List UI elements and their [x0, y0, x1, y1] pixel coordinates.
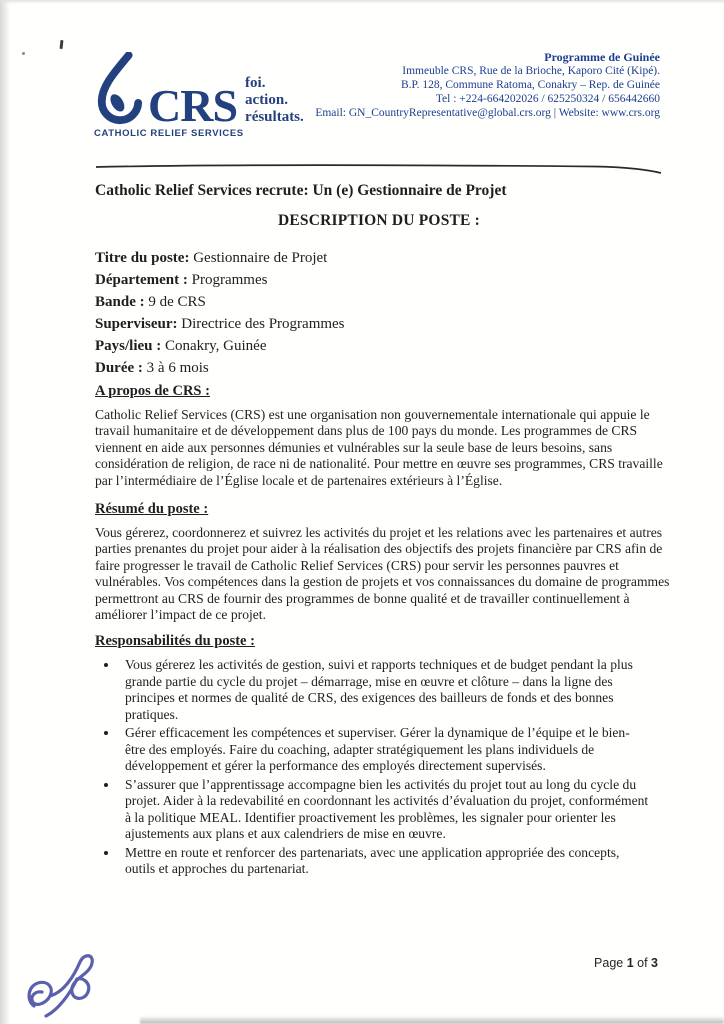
letterhead-contact-block	[300, 50, 660, 120]
detail-value: Gestionnaire de Projet	[189, 250, 328, 266]
tagline-resultats: résultats.	[245, 109, 304, 125]
crs-org-name: CATHOLIC RELIEF SERVICES	[94, 128, 244, 139]
tagline-action: action.	[245, 92, 288, 108]
detail-label: Bande :	[95, 294, 145, 310]
detail-value: Programmes	[187, 272, 268, 288]
email-website-line: Email: GN_CountryRepresentative@global.crs.org | Website: www.crs.org	[315, 107, 660, 119]
crs-flame-icon	[94, 52, 146, 126]
about-heading	[95, 383, 670, 400]
detail-row-superviseur	[95, 313, 663, 335]
summary-heading	[95, 501, 670, 518]
detail-row-titre	[95, 247, 663, 269]
about-paragraph: Catholic Relief Services (CRS) est une organisation non gouvernementale internationale qui appuie le travail humanitaire et de développement dans plus de 100 pays du monde. Les programmes de CRS viennent en aide aux personnes démunies et vulnérables sur la seule base de leurs besoins, sans considération de religion, de race ni de nationalité. Pour mettre en œuvre ses programmes, CRS travaille par l’intermédiaire de l’Église locale et de partenaires extérieurs à l’Église.	[95, 407, 663, 488]
responsibility-item: • Gérer efficacement les compétences et superviser. Gérer la dynamique de l’équipe et le bien-être des employés. Faire du coaching, adapter stratégiquement les plans individuels de développement et gérer la performance des employés directement supervisés.	[119, 725, 650, 775]
job-details-block	[95, 247, 663, 379]
crs-logo	[94, 52, 324, 139]
summary-heading-text: Résumé du poste :	[95, 501, 209, 518]
detail-value: Conakry, Guinée	[161, 338, 267, 354]
detail-label: Pays/lieu :	[95, 338, 162, 354]
address-line-1: Immeuble CRS, Rue de la Brioche, Kaporo Cité (Kipé).	[402, 65, 660, 77]
responsibilities-heading-text: Responsabilités du poste :	[95, 633, 255, 650]
vacancy-title: Catholic Relief Services recrute: Un (e) Gestionnaire de Projet	[95, 182, 507, 199]
responsibility-item: • S’assurer que l’apprentissage accompagne bien les activités du projet tout au long du cycle du projet. Aider à la redevabilité en coordonnant les activités d’évaluation du projet, conformément à la politique MEAL. Identifier proactivement les problèmes, les signaler pour orienter les ajustements aux plans et aux calendriers de mise en œuvre.	[119, 777, 650, 843]
page-number-label	[594, 956, 658, 970]
responsibility-item: • Mettre en route et renforcer des partenariats, avec une application appropriée des concepts, outils et approches du partenariat.	[119, 845, 650, 878]
about-heading-text: A propos de CRS :	[95, 383, 210, 399]
detail-label: Titre du poste:	[95, 250, 190, 266]
scan-edge-top	[0, 0, 724, 4]
phone-line: Tel : +224-664202026 / 625250324 / 656442660	[435, 93, 660, 105]
scan-bottom-shadow	[140, 1016, 724, 1024]
page-word: Page	[594, 956, 627, 970]
responsibilities-list	[119, 657, 670, 878]
detail-value: 9 de CRS	[144, 294, 206, 310]
document-title: DESCRIPTION DU POSTE :	[277, 212, 481, 229]
address-line-2: B.P. 128, Commune Ratoma, Conakry – Rep. de Guinée	[400, 79, 660, 91]
detail-value: 3 à 6 mois	[142, 360, 209, 376]
detail-value: Directrice des Programmes	[177, 316, 345, 332]
detail-row-departement	[95, 269, 663, 291]
page-current: 1	[626, 956, 634, 970]
scan-artifact-tick	[60, 40, 64, 49]
program-name: Programme de Guinée	[544, 50, 660, 64]
crs-tagline	[245, 75, 304, 126]
detail-label: Département :	[95, 272, 188, 288]
detail-label: Superviseur:	[95, 316, 178, 332]
summary-paragraph: Vous gérerez, coordonnerez et suivrez les activités du projet et les relations avec les partenaires et autres parties prenantes du projet pour aider à la réalisation des objectifs des projets financière par CRS afin de faire progresser le travail de Catholic Relief Services (CRS) pour servir les personnes pauvres et vulnérables. Vos compétences dans la gestion de projets et vos connaissances du domaine de programmes permettront au CRS de fournir des programmes de bonne qualité et de travailler continuellement à améliorer l’impact de ce projet.	[95, 525, 670, 623]
scan-artifact-dot	[22, 52, 25, 55]
detail-row-pays-lieu	[95, 335, 663, 357]
tagline-foi: foi.	[245, 75, 266, 91]
crs-acronym: CRS	[148, 80, 238, 131]
handwritten-signature	[20, 948, 130, 1022]
scan-edge-left	[0, 0, 10, 1024]
detail-label: Durée :	[95, 360, 143, 376]
detail-row-duree	[95, 357, 663, 379]
responsibilities-heading	[95, 633, 670, 650]
header-divider-line	[94, 160, 664, 176]
responsibility-item: • Vous gérerez les activités de gestion, suivi et rapports techniques et de budget pendant la plus grande partie du cycle du projet – démarrage, mise en œuvre et clôture – dans la ligne des principes et normes de qualité de CRS, des exigences des bailleurs de fonds et des bonnes pratiques.	[119, 657, 650, 723]
document-body	[95, 383, 670, 880]
of-word: of	[633, 956, 652, 970]
page-total: 3	[651, 956, 658, 970]
detail-row-bande	[95, 291, 663, 313]
